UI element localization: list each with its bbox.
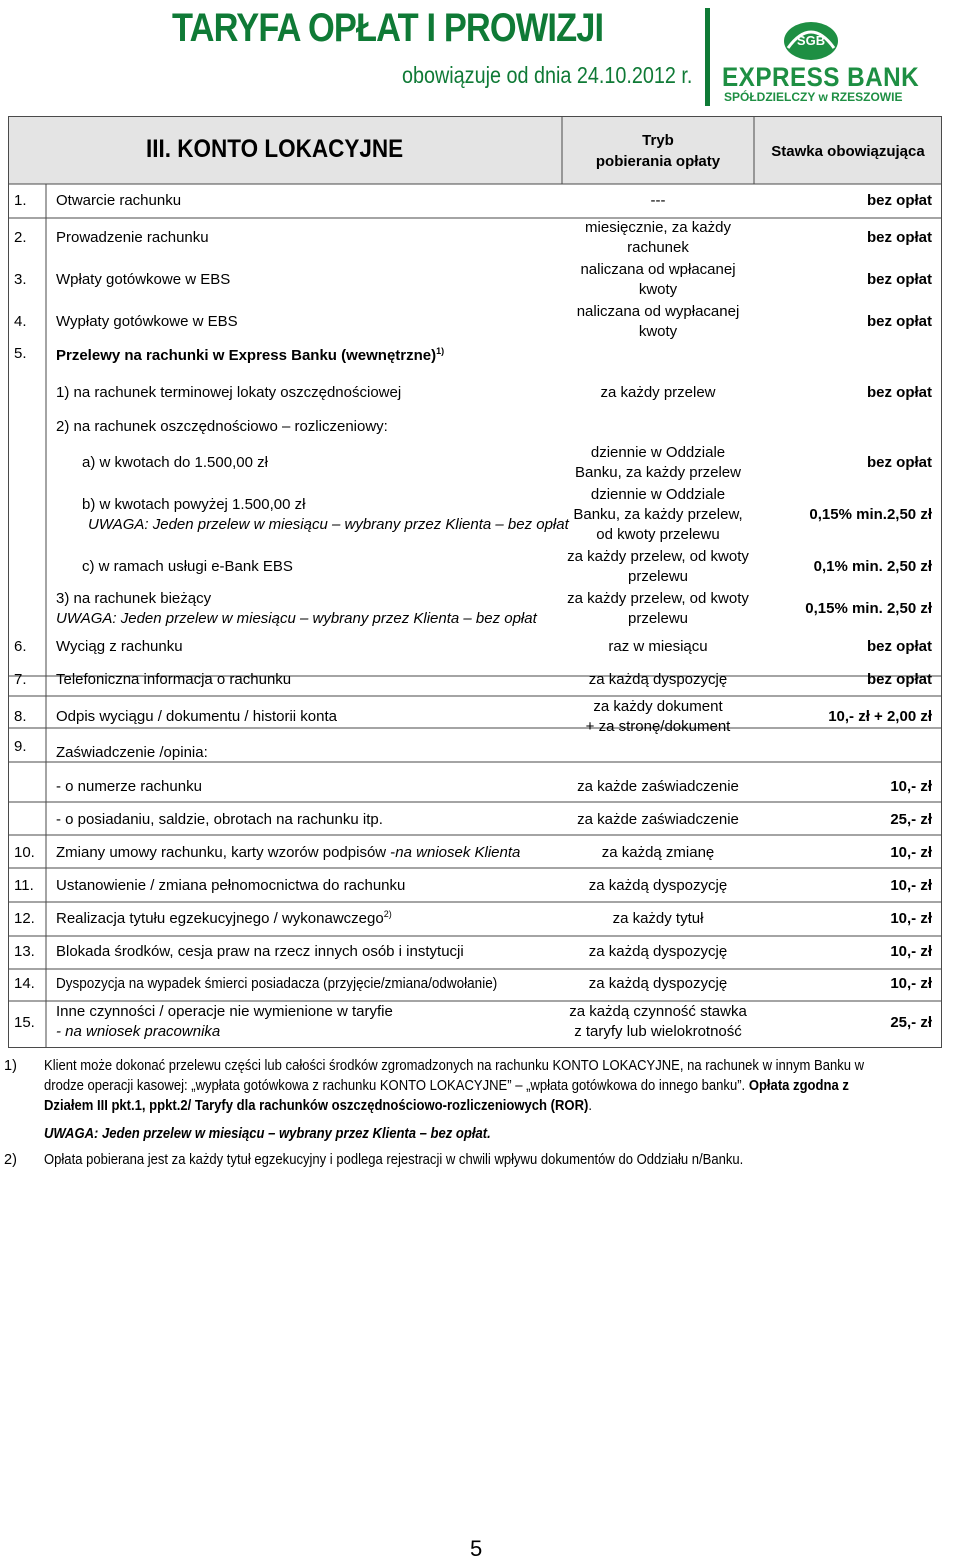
- row-description-text: Realizacja tytułu egzekucyjnego / wykonawczego: [56, 910, 384, 927]
- row-description: [56, 346, 444, 366]
- row-rate: 25,- zł: [890, 1014, 932, 1031]
- row-description: Ustanowienie / zmiana pełnomocnictwa do rachunku: [56, 877, 406, 894]
- subrow-rate: 10,- zł: [890, 778, 932, 795]
- row-description: Zaświadczenie /opinia:: [56, 744, 208, 761]
- subrow-mode: za każdy przelew: [600, 384, 716, 401]
- row-number: 10.: [14, 844, 35, 861]
- row-number: 1.: [14, 192, 27, 209]
- row-mode: za każdą dyspozycję: [588, 943, 728, 960]
- row-rate: 10,- zł: [890, 943, 932, 960]
- footnote-1-line3: [44, 1096, 592, 1116]
- row-mode-line1: za każdą czynność stawka: [569, 1003, 747, 1020]
- row-rate: 10,- zł + 2,00 zł: [828, 708, 932, 725]
- subrow-mode-line1: za każdy przelew, od kwoty: [567, 548, 749, 565]
- footnote-2-number: 2): [4, 1152, 17, 1168]
- row-description: Prowadzenie rachunku: [56, 229, 209, 246]
- subrow-description: 1) na rachunek terminowej lokaty oszczędnościowej: [56, 384, 402, 401]
- row-mode: za każdą dyspozycję: [588, 975, 728, 992]
- subrow-description: c) w ramach usługi e-Bank EBS: [82, 558, 293, 575]
- row-number: 2.: [14, 229, 27, 246]
- document-title: TARYFA OPŁAT I PROWIZJI: [172, 6, 604, 50]
- row-rate: bez opłat: [866, 671, 932, 688]
- subrow-description: b) w kwotach powyżej 1.500,00 zł: [82, 496, 306, 513]
- row-number: 11.: [14, 877, 34, 894]
- row-mode: ---: [650, 192, 666, 209]
- section-title: III. KONTO LOKACYJNE: [146, 135, 404, 163]
- column-header-mode-line2: pobierania opłaty: [595, 153, 721, 170]
- row-rate: 10,- zł: [890, 975, 932, 992]
- row-rate: 10,- zł: [890, 910, 932, 927]
- footnote-1-line2-text: drodze operacji kasowej: „wypłata gotówkowa z rachunku KONTO LOKACYJNE” – „wpłata gotówkowa do innego banku”.: [44, 1078, 749, 1094]
- subrow-description: - o posiadaniu, saldzie, obrotach na rachunku itp.: [56, 811, 383, 828]
- row-number: 15.: [14, 1014, 35, 1031]
- row-description: [56, 909, 392, 929]
- subrow-mode-line3: od kwoty przelewu: [596, 526, 720, 543]
- row-description-line2: - na wniosek pracownika: [56, 1023, 221, 1040]
- subrow-description: a) w kwotach do 1.500,00 zł: [82, 454, 268, 471]
- footnote-1-note: UWAGA: Jeden przelew w miesiącu – wybrany przez Klienta – bez opłat.: [44, 1126, 491, 1142]
- row-mode: raz w miesiącu: [608, 638, 708, 655]
- row-description: [56, 843, 520, 863]
- row-rate: bez opłat: [866, 229, 932, 246]
- row-mode-line2: z taryfy lub wielokrotność: [574, 1023, 742, 1040]
- subrow-rate: 0,15% min.2,50 zł: [809, 506, 932, 523]
- row-number: 12.: [14, 910, 35, 927]
- row-number: 8.: [14, 708, 27, 725]
- subrow-description: 2) na rachunek oszczędnościowo – rozliczeniowy:: [56, 418, 388, 435]
- subrow-rate: bez opłat: [866, 384, 932, 401]
- sgb-logo-icon: [780, 18, 842, 66]
- subrow-mode-line2: przelewu: [627, 568, 689, 585]
- subrow-mode: za każde zaświadczenie: [577, 778, 739, 795]
- column-header-mode-line1: Tryb: [642, 132, 674, 149]
- subrow-mode-line2: Banku, za każdy przelew: [575, 464, 741, 481]
- row-description-text: Przelewy na rachunki w Express Banku (wewnętrzne): [56, 347, 437, 364]
- row-number: 5.: [14, 345, 27, 362]
- footnote-1-number: 1): [4, 1058, 17, 1074]
- row-mode-line1: naliczana od wpłacanej: [580, 261, 736, 278]
- row-mode: za każdy tytuł: [612, 910, 704, 927]
- row-description: Wpłaty gotówkowe w EBS: [56, 271, 231, 288]
- footnote-ref: 2): [383, 909, 392, 919]
- row-description-line1: Inne czynności / operacje nie wymienione w taryfie: [56, 1003, 393, 1020]
- footnote-2-text: Opłata pobierana jest za każdy tytuł egzekucyjny i podlega rejestracji w chwili wpływu dokumentów do Oddziału n/Banku.: [44, 1152, 744, 1168]
- column-header-rate: Stawka obowiązująca: [771, 143, 925, 160]
- row-description-italic: na wniosek Klienta: [395, 844, 521, 861]
- header-divider: [705, 8, 710, 106]
- row-rate: bez opłat: [866, 313, 932, 330]
- footnote-1-line3-bold: Działem III pkt.1, ppkt.2/ Taryfy dla rachunków oszczędnościowo-rozliczeniowych (ROR): [44, 1098, 589, 1114]
- row-description: Telefoniczna informacja o rachunku: [56, 671, 292, 688]
- row-mode-line1: miesięcznie, za każdy: [585, 219, 731, 236]
- subrow-mode-line1: dziennie w Oddziale: [590, 444, 726, 461]
- row-description: Wyciąg z rachunku: [56, 638, 183, 655]
- row-mode-line2: kwoty: [638, 323, 678, 340]
- row-rate: bez opłat: [866, 638, 932, 655]
- subrow-mode-line2: przelewu: [627, 610, 689, 627]
- row-number: 13.: [14, 943, 35, 960]
- logo-badge-text: SGB: [796, 33, 826, 48]
- row-mode: za każdą dyspozycję: [588, 671, 728, 688]
- subrow-rate: 25,- zł: [890, 811, 932, 828]
- footnote-1-line2-bold: Opłata zgodna z: [748, 1078, 849, 1094]
- subrow-rate: bez opłat: [866, 454, 932, 471]
- document-subtitle: obowiązuje od dnia 24.10.2012 r.: [402, 62, 693, 88]
- footnote-1-line1: Klient może dokonać przelewu części lub całości środków zgromadzonych na rachunku KONTO LOKACYJNE, na rachunek w innym Banku w: [44, 1058, 865, 1074]
- row-mode-line1: naliczana od wypłacanej: [576, 303, 740, 320]
- row-mode: za każdą dyspozycję: [588, 877, 728, 894]
- footnote-1-line2: [44, 1076, 849, 1096]
- row-description-text: Zmiany umowy rachunku, karty wzorów podpisów -: [56, 844, 396, 861]
- row-number: 4.: [14, 313, 27, 330]
- footnote-ref: 1): [436, 346, 445, 356]
- page-number: 5: [470, 1536, 483, 1561]
- subrow-note: UWAGA: Jeden przelew w miesiącu – wybrany przez Klienta – bez opłat: [56, 610, 537, 627]
- row-number: 3.: [14, 271, 27, 288]
- footnote-1-line3-end: .: [588, 1098, 592, 1114]
- subrow-mode-line1: za każdy przelew, od kwoty: [567, 590, 749, 607]
- row-description: Dyspozycja na wypadek śmierci posiadacza (przyjęcie/zmiana/odwołanie): [56, 975, 498, 992]
- bank-logo-name: EXPRESS BANK: [722, 62, 920, 92]
- subrow-mode-line2: Banku, za każdy przelew,: [573, 506, 743, 523]
- row-number: 14.: [14, 975, 35, 992]
- bank-logo-subtitle: SPÓŁDZIELCZY w RZESZOWIE: [724, 90, 903, 104]
- subrow-rate: 0,15% min. 2,50 zł: [805, 600, 932, 617]
- subrow-mode: za każde zaświadczenie: [577, 811, 739, 828]
- row-description: Odpis wyciągu / dokumentu / historii konta: [56, 708, 337, 725]
- subrow-note: UWAGA: Jeden przelew w miesiącu – wybrany przez Klienta – bez opłat: [88, 516, 569, 533]
- row-mode-line2: kwoty: [638, 281, 678, 298]
- row-rate: bez opłat: [866, 271, 932, 288]
- subrow-description: - o numerze rachunku: [56, 778, 202, 795]
- row-description: Blokada środków, cesja praw na rzecz innych osób i instytucji: [56, 943, 464, 960]
- row-mode-line2: rachunek: [627, 239, 689, 256]
- row-description: Wypłaty gotówkowe w EBS: [56, 313, 238, 330]
- row-number: 7.: [14, 671, 27, 688]
- row-number: 9.: [14, 738, 27, 755]
- row-mode-line2: + za stronę/dokument: [585, 718, 731, 735]
- row-rate: bez opłat: [866, 192, 932, 209]
- subrow-description: 3) na rachunek bieżący: [56, 590, 212, 607]
- subrow-mode-line1: dziennie w Oddziale: [590, 486, 726, 503]
- subrow-rate: 0,1% min. 2,50 zł: [813, 558, 932, 575]
- row-mode-line1: za każdy dokument: [593, 698, 723, 715]
- row-number: 6.: [14, 638, 27, 655]
- row-mode: za każdą zmianę: [601, 844, 715, 861]
- row-rate: 10,- zł: [890, 877, 932, 894]
- row-description: Otwarcie rachunku: [56, 192, 182, 209]
- row-rate: 10,- zł: [890, 844, 932, 861]
